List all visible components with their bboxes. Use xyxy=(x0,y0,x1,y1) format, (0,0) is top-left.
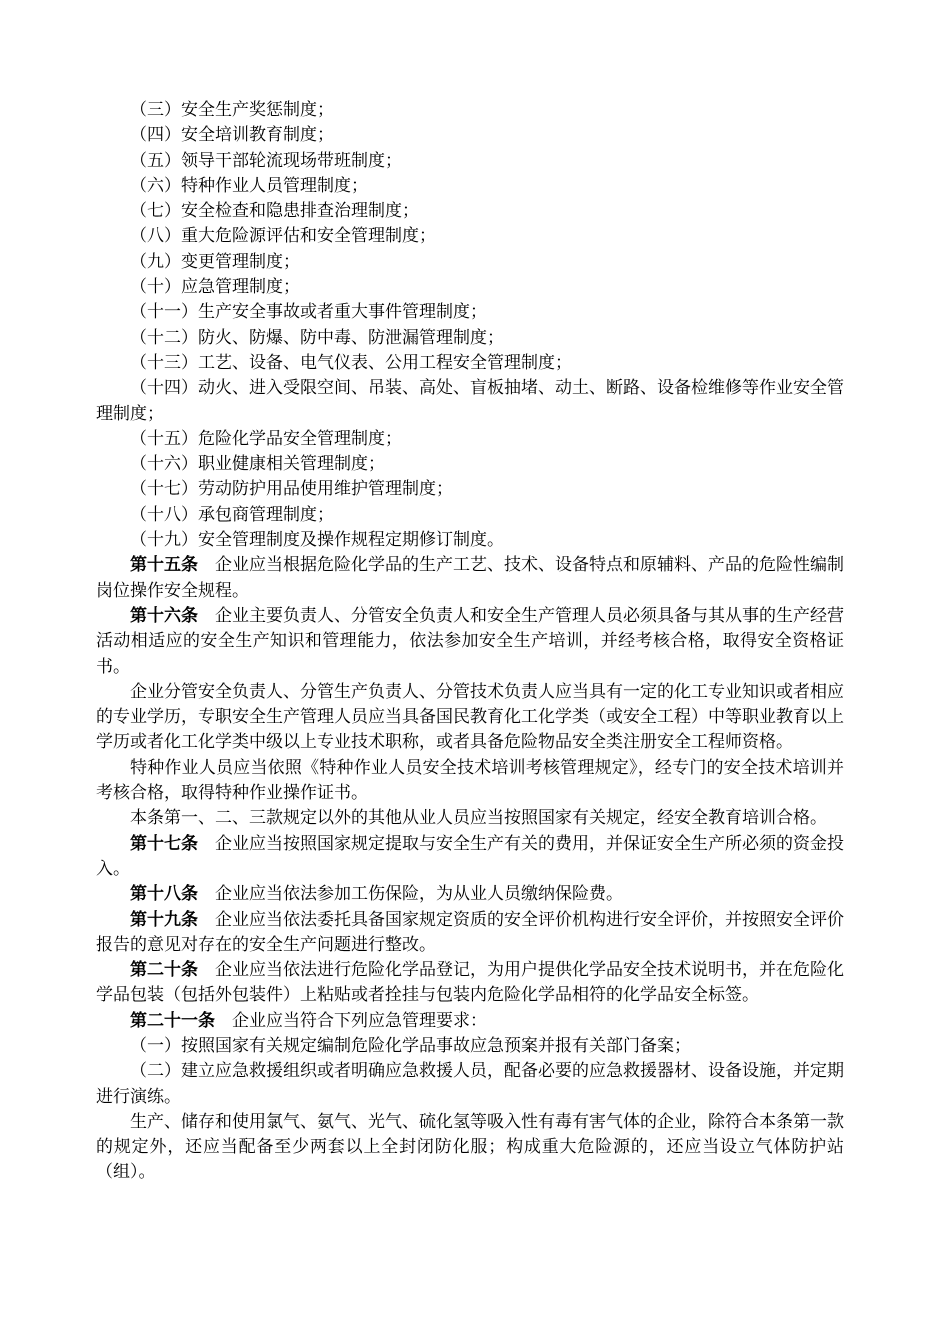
article-21 xyxy=(96,1009,844,1034)
paragraph: 本条第一、二、三款规定以外的其他从业人员应当按照国家有关规定，经安全教育培训合格。 xyxy=(130,808,827,829)
list-item: （十九）安全管理制度及操作规程定期修订制度。 xyxy=(130,530,504,551)
list-item: （十一）生产安全事故或者重大事件管理制度； xyxy=(130,302,487,323)
list-item: （四）安全培训教育制度； xyxy=(130,125,334,146)
list-item: （十五）危险化学品安全管理制度； xyxy=(130,428,402,449)
list-item: （五）领导干部轮流现场带班制度； xyxy=(130,150,402,171)
article-text: 企业应当按照国家规定提取与安全生产有关的费用，并保证安全生产所必须的资金投入。 xyxy=(96,833,844,879)
article-label: 第二十一条 xyxy=(130,1010,215,1031)
paragraph: 生产、储存和使用氯气、氨气、光气、硫化氢等吸入性有毒有害气体的企业，除符合本条第一款的规定外，还应当配备至少两套以上全封闭防化服；构成重大危险源的，还应当设立气体防护站（组）。 xyxy=(96,1111,844,1183)
article-label: 第十五条 xyxy=(130,555,198,576)
list-item: （七）安全检查和隐患排查治理制度； xyxy=(130,201,419,222)
article-17 xyxy=(96,832,844,883)
article-label: 第十九条 xyxy=(130,909,198,930)
list-item: （六）特种作业人员管理制度； xyxy=(130,175,368,196)
article-16 xyxy=(96,604,844,680)
article-label: 第十八条 xyxy=(130,884,198,905)
article-label: 第十七条 xyxy=(130,833,198,854)
paragraph: 企业分管安全负责人、分管生产负责人、分管技术负责人应当具有一定的化工专业知识或者相应的专业学历，专职安全生产管理人员应当具备国民教育化工化学类（或安全工程）中等职业教育以上学历或者化工化学类中级以上专业技术职称，或者具备危险物品安全类注册安全工程师资格。 xyxy=(96,681,844,753)
article-text: 企业应当依法进行危险化学品登记，为用户提供化学品安全技术说明书，并在危险化学品包装（包括外包装件）上粘贴或者拴挂与包装内危险化学品相符的化学品安全标签。 xyxy=(96,960,844,1006)
list-item: （九）变更管理制度； xyxy=(130,251,300,272)
article-text: 企业应当依法委托具备国家规定资质的安全评价机构进行安全评价，并按照安全评价报告的意见对存在的安全生产问题进行整改。 xyxy=(96,909,844,955)
article-20 xyxy=(96,958,844,1009)
list-item: （十六）职业健康相关管理制度； xyxy=(130,454,385,475)
paragraph: 特种作业人员应当依照《特种作业人员安全技术培训考核管理规定》，经专门的安全技术培训并考核合格，取得特种作业操作证书。 xyxy=(96,757,844,804)
article-text: 企业应当根据危险化学品的生产工艺、技术、设备特点和原辅料、产品的危险性编制岗位操作安全规程。 xyxy=(96,555,844,601)
article-text: 企业应当符合下列应急管理要求： xyxy=(232,1010,487,1031)
list-item: （十二）防火、防爆、防中毒、防泄漏管理制度； xyxy=(130,327,504,348)
article-label: 第二十条 xyxy=(130,960,198,981)
list-item: （十三）工艺、设备、电气仪表、公用工程安全管理制度； xyxy=(130,352,572,373)
list-item: （一）按照国家有关规定编制危险化学品事故应急预案并报有关部门备案； xyxy=(130,1035,691,1056)
article-18 xyxy=(96,882,844,907)
list-item: （十七）劳动防护用品使用维护管理制度； xyxy=(130,479,453,500)
article-19 xyxy=(96,908,844,959)
list-item: （三）安全生产奖惩制度； xyxy=(130,100,334,120)
document-page xyxy=(96,98,844,1186)
article-15 xyxy=(96,553,844,604)
article-label: 第十六条 xyxy=(130,605,198,626)
article-text: 企业主要负责人、分管安全负责人和安全生产管理人员必须具备与其从事的生产经营活动相适应的安全生产知识和管理能力，依法参加安全生产培训，并经考核合格，取得安全资格证书。 xyxy=(96,605,844,677)
list-item: （十八）承包商管理制度； xyxy=(130,504,334,525)
list-item: （十四）动火、进入受限空间、吊装、高处、盲板抽堵、动土、断路、设备检维修等作业安全管理制度； xyxy=(96,378,844,424)
list-item: （八）重大危险源评估和安全管理制度； xyxy=(130,226,436,247)
article-text: 企业应当依法参加工伤保险，为从业人员缴纳保险费。 xyxy=(215,884,623,905)
list-item: （十）应急管理制度； xyxy=(130,277,300,298)
list-item: （二）建立应急救援组织或者明确应急救援人员，配备必要的应急救援器材、设备设施，并定期进行演练。 xyxy=(96,1061,844,1107)
